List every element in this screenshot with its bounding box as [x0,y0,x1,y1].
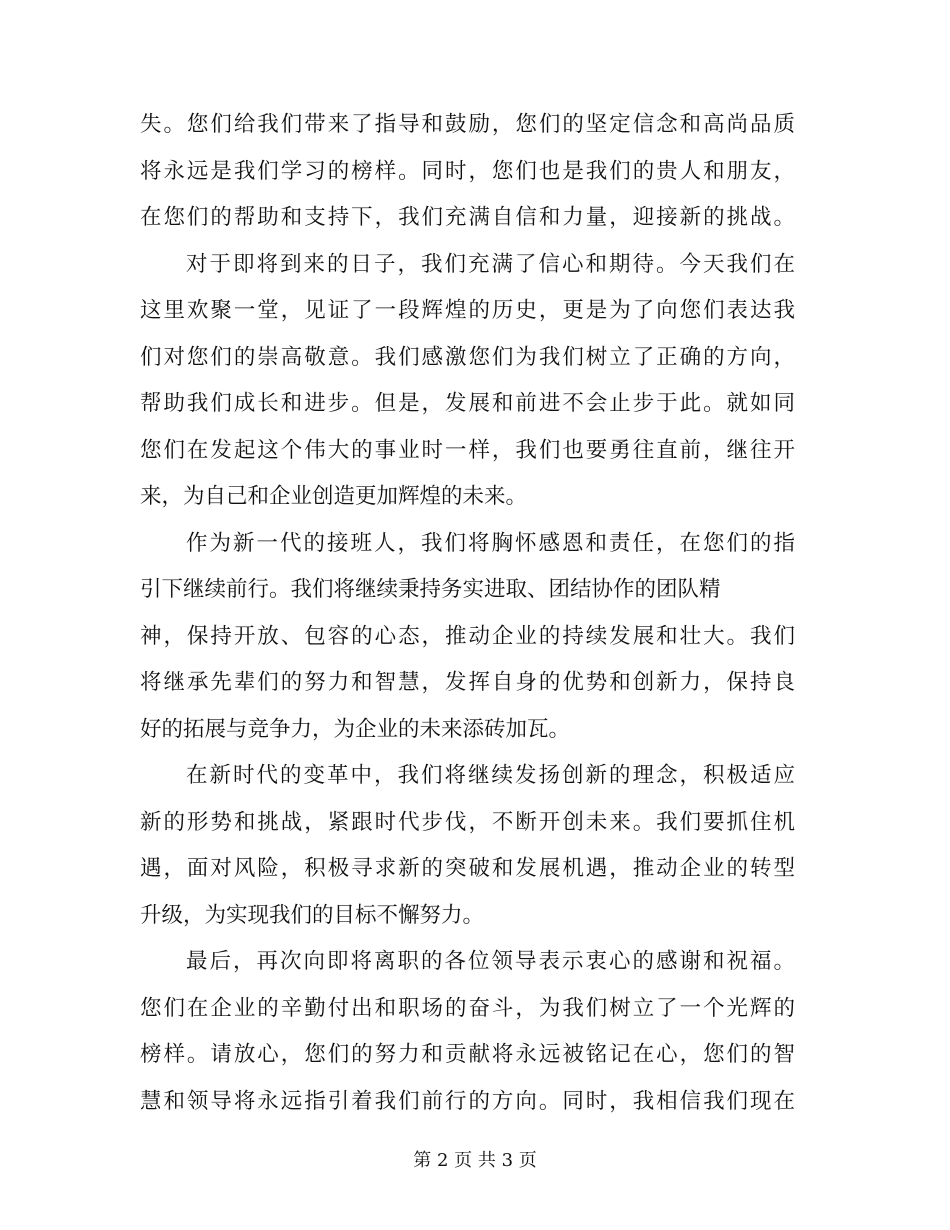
text-line: 这里欢聚一堂，见证了一段辉煌的历史，更是为了向您们表达我 [140,298,795,323]
paragraph-first-line: 对于即将到来的日子，我们充满了信心和期待。今天我们在 [186,251,795,277]
text-line: 慧和领导将永远指引着我们前行的方向。同时，我相信我们现在 [140,1088,795,1114]
text-line: 来，为自己和企业创造更加辉煌的未来。 [140,484,528,509]
text-line: 神，保持开放、包容的心态，推动企业的持续发展和壮大。我们 [140,623,795,649]
text-line: 升级，为实现我们的目标不懈努力。 [140,902,485,928]
text-line: 失。您们给我们带来了指导和鼓励，您们的坚定信念和高尚品质 [140,112,795,137]
text-line: 新的形势和挑战，紧跟时代步伐，不断开创未来。我们要抓住机 [140,809,795,835]
text-line: 好的拓展与竞争力，为企业的未来添砖加瓦。 [140,716,571,742]
paragraph-first-line: 在新时代的变革中，我们将继续发扬创新的理念，积极适应 [186,763,795,788]
text-line: 们对您们的崇高敬意。我们感激您们为我们树立了正确的方向， [140,344,795,370]
paragraph-first-line: 最后，再次向即将离职的各位领导表示衷心的感谢和祝福。 [186,949,795,974]
text-line: 您们在企业的辛勤付出和职场的奋斗，为我们树立了一个光辉的 [140,995,795,1021]
text-line: 您们在发起这个伟大的事业时一样，我们也要勇往直前，继往开 [140,437,795,463]
text-line: 遇，面对风险，积极寻求新的突破和发展机遇，推动企业的转型 [140,856,795,881]
text-line: 引下继续前行。我们将继续秉持务实进取、团结协作的团队精 [140,577,721,602]
page-footer: 第 2 页 共 3 页 [413,1150,537,1171]
text-line: 将继承先辈们的努力和智慧，发挥自身的优势和创新力，保持良 [140,670,795,695]
text-line: 将永远是我们学习的榜样。同时，您们也是我们的贵人和朋友， [140,158,795,184]
body-text [140,102,795,1125]
text-line: 在您们的帮助和支持下，我们充满自信和力量，迎接新的挑战。 [140,205,795,230]
text-line: 榜样。请放心，您们的努力和贡献将永远被铭记在心，您们的智 [140,1042,795,1067]
paragraph-first-line: 作为新一代的接班人，我们将胸怀感恩和责任，在您们的指 [186,530,795,556]
text-line: 帮助我们成长和进步。但是，发展和前进不会止步于此。就如同 [140,391,795,416]
